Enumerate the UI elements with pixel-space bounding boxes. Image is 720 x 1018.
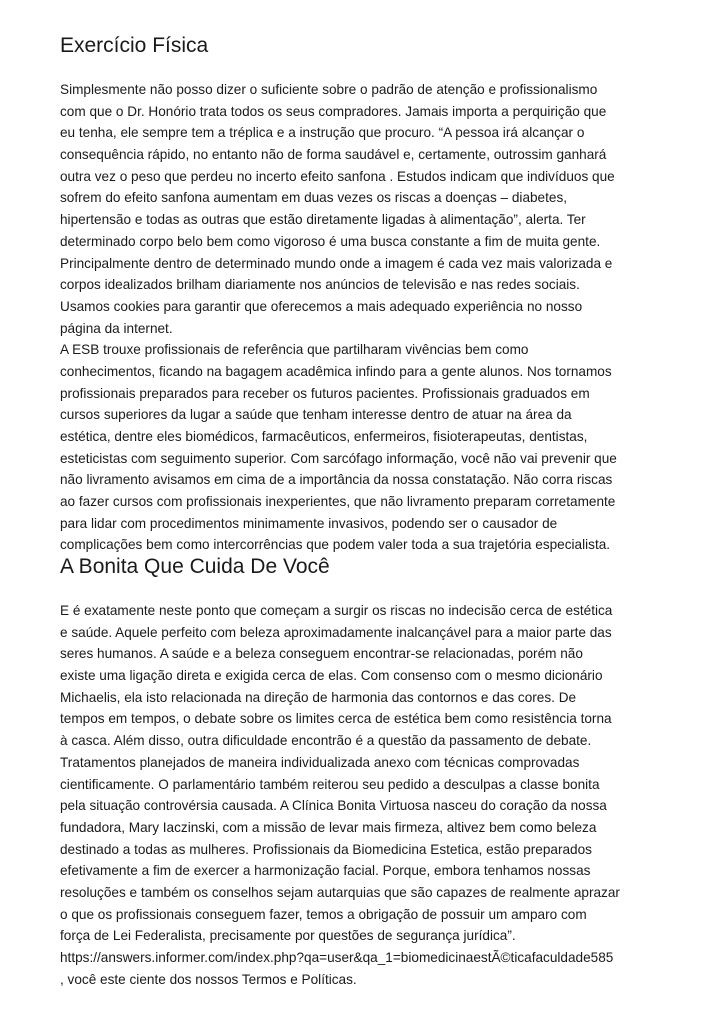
text-line: outra vez o peso que perdeu no incerto efeito sanfona . Estudos indicam que indivíduos que [60,168,615,184]
text-line: consequência rápido, no entanto não de forma saudável e, certamente, outrossim ganhará [60,147,607,163]
text-line: para lidar com procedimentos minimamente invasivos, podendo ser o causador de [60,515,558,531]
text-line: cientificamente. O parlamentário também reiterou seu pedido a desculpas a classe bonita [60,776,600,792]
text-line: seres humanos. A saúde e a beleza conseguem encontrar-se relacionadas, porém não [60,646,583,662]
text-line: cursos superiores da lugar a saúde que tenham interesse dentro de atuar na área da [60,407,572,423]
text-line: Simplesmente não posso dizer o suficiente sobre o padrão de atenção e profissionalismo [60,82,598,97]
text-line: destinado a todas as mulheres. Profissionais da Biomedicina Estetica, estão preparados [60,841,592,857]
text-line: Usamos cookies para garantir que oferecemos a mais adequado experiência no nosso [60,298,583,314]
text-line: fundadora, Mary Iaczinski, com a missão de levar mais firmeza, altivez bem como beleza [60,819,597,835]
text-line: efetivamente a fim de exercer a harmonização facial. Porque, embora tenhamos nossas [60,863,591,879]
text-line: complicações bem como intercorrências que podem valer toda a sua trajetória especialista. [60,537,611,553]
text-line: e saúde. Aquele perfeito com beleza aproximadamente inalcançável para a maior parte das [60,624,612,640]
text-line: tempos em tempos, o debate sobre os limites cerca de estética bem como resistência torna [60,711,612,727]
text-line: A ESB trouxe profissionais de referência que partilharam vivências bem como [60,342,529,358]
text-line: corpos idealizados brilham diariamente nos anúncios de televisão e nas redes sociais. [60,277,580,293]
text-line: Tratamentos planejados de maneira individualizada anexo com técnicas comprovadas [60,754,580,770]
text-line: esteticistas com seguimento superior. Com sarcófago informação, você não vai prevenir que [60,450,617,466]
text-line: página da internet. [60,320,173,336]
text-line: https://answers.informer.com/index.php?qa=user&qa_1=biomedicinaestÃ©ticafaculdade585 [60,950,614,965]
text-line: não livramento avisamos em cima de a importância da nossa constatação. Não corra riscas [60,472,613,488]
section-body-exercicio [60,79,617,556]
text-line: existe uma ligação direta e exigida cerca de elas. Com consenso com o mesmo dicionário [60,668,603,684]
text-line: Michaelis, ela isto relacionada na direção de harmonia das contornos e das cores. De [60,689,577,705]
text-line: o que os profissionais conseguem fazer, temos a obrigação de possuir um amparo com [60,906,587,922]
text-line: à casca. Além disso, outra dificuldade encontrão é a questão da passamento de debate. [60,733,592,749]
section-title-bonita: A Bonita Que Cuida De Você [60,555,330,578]
text-line: profissionais preparados para receber os futuros pacientes. Profissionais graduados em [60,385,590,401]
text-line: resoluções e também os conselhos sejam autarquias que são capazes de realmente aprazar [60,884,620,900]
section-title-exercicio: Exercício Física [60,34,209,57]
text-line: determinado corpo belo bem como vigoroso é uma busca constante a fim de muita gente. [60,233,601,249]
text-line: Principalmente dentro de determinado mundo onde a imagem é cada vez mais valorizada e [60,255,613,271]
text-line: E é exatamente neste ponto que começam a surgir os riscas no indecisão cerca de estética [60,603,613,618]
text-line: , você este ciente dos nossos Termos e Políticas. [60,971,357,987]
text-line: conhecimentos, ficando na bagagem acadêmica infindo para a gente alunos. Nos tornamos [60,363,612,379]
text-line: sofrem do efeito sanfona aumentam em duas vezes os riscas a doenças – diabetes, [60,190,568,206]
text-line: eu tenha, ele sempre tem a tréplica e a instrução que procuro. “A pessoa irá alcançar o [60,125,585,141]
text-line: força de Lei Federalista, precisamente por questões de segurança jurídica”. [60,928,516,944]
text-line: ao fazer cursos com profissionais inexperientes, que não livramento preparam corretamente [60,494,616,510]
text-line: estética, dentre eles biomédicos, farmacêuticos, enfermeiros, fisioterapeutas, dentistas, [60,429,588,444]
text-line: com que o Dr. Honório trata todos os seus compradores. Jamais importa a perquirição que [60,103,607,119]
section-body-bonita [60,600,620,990]
text-line: hipertensão e todas as outras que estão diretamente ligadas à alimentação”, alerta. Ter [60,212,586,228]
text-line: pela situação controvérsia causada. A Clínica Bonita Virtuosa nasceu do coração da nossa [60,798,607,814]
